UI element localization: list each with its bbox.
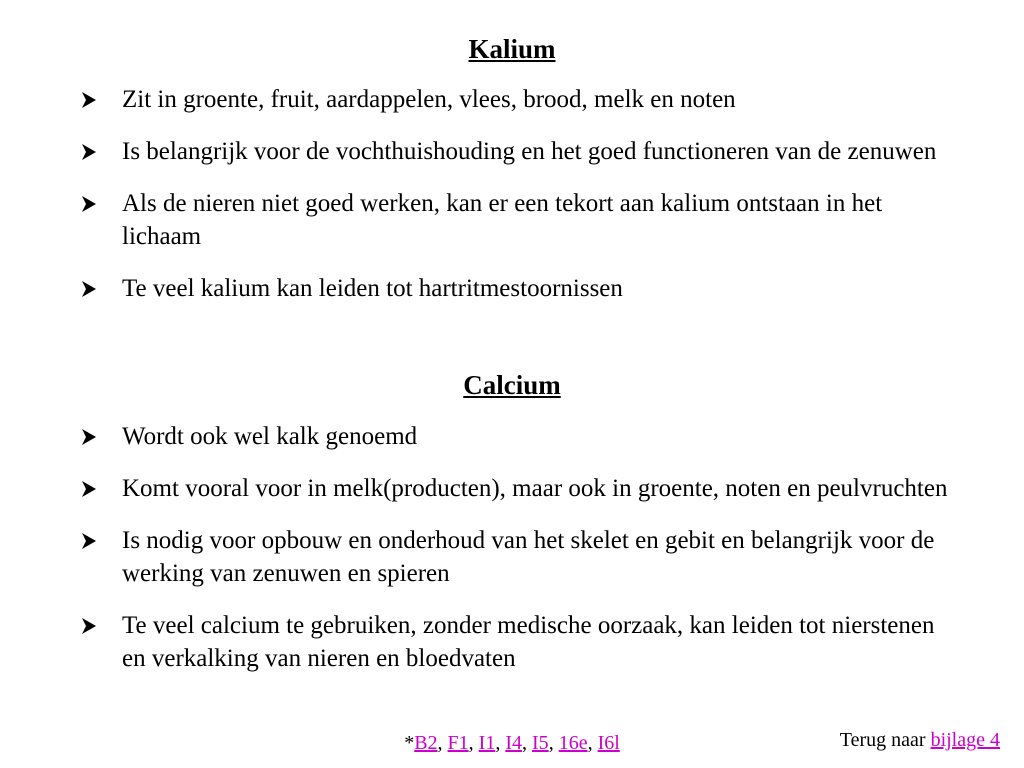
- list-item: [80, 420, 950, 453]
- arrow-bullet-icon: [80, 272, 108, 305]
- footnote-asterisk: *: [404, 732, 415, 754]
- arrow-bullet-icon: [80, 609, 108, 642]
- list-item-text: Is nodig voor opbouw en onderhoud van het skelet en gebit en belangrijk voor de werking van zenuwen en spieren: [122, 527, 935, 587]
- back-label: Terug naar: [839, 729, 926, 751]
- list-item: [80, 272, 950, 305]
- list-item-text: Is belangrijk voor de vochthuishouding en het goed functioneren van de zenuwen: [122, 138, 937, 165]
- link-i6l[interactable]: I6l: [597, 732, 620, 754]
- kalium-title: Kalium: [468, 34, 556, 64]
- arrow-bullet-icon: [80, 135, 108, 168]
- list-item: [80, 135, 950, 168]
- arrow-bullet-icon: [80, 83, 108, 116]
- link-i1[interactable]: I1: [478, 732, 496, 754]
- list-item: [80, 187, 950, 253]
- kalium-list: [80, 83, 950, 324]
- list-item-text: Komt vooral voor in melk(producten), maar ook in groente, noten en peulvruchten: [122, 475, 948, 502]
- link-separator: ,: [437, 732, 448, 754]
- link-i4[interactable]: I4: [505, 732, 523, 754]
- list-item-text: Te veel kalium kan leiden tot hartritmestoornissen: [122, 275, 623, 302]
- back-navigation: [840, 727, 1000, 753]
- list-item-text: Als de nieren niet goed werken, kan er een tekort aan kalium ontstaan in het lichaam: [122, 190, 883, 250]
- arrow-bullet-icon: [80, 524, 108, 557]
- link-i5[interactable]: I5: [532, 732, 549, 754]
- link-separator: ,: [548, 732, 559, 754]
- link-16e[interactable]: 16e: [558, 732, 588, 754]
- arrow-bullet-icon: [80, 472, 108, 505]
- link-separator: ,: [468, 732, 479, 754]
- list-item-text: Wordt ook wel kalk genoemd: [122, 423, 418, 450]
- link-b2[interactable]: B2: [414, 732, 438, 754]
- list-item: [80, 472, 950, 505]
- link-separator: ,: [587, 732, 598, 754]
- calcium-title: Calcium: [463, 370, 561, 400]
- list-item-text: Te veel calcium te gebruiken, zonder medische oorzaak, kan leiden tot nierstenen en verkalking van nieren en bloedvaten: [122, 612, 935, 672]
- arrow-bullet-icon: [80, 420, 108, 453]
- calcium-list: [80, 420, 950, 694]
- list-item-text: Zit in groente, fruit, aardappelen, vlees, brood, melk en noten: [122, 86, 736, 113]
- link-separator: ,: [522, 732, 533, 754]
- link-f1[interactable]: F1: [447, 732, 469, 754]
- back-link-bijlage-4[interactable]: bijlage 4: [930, 729, 1000, 751]
- list-item: [80, 609, 950, 675]
- list-item: [80, 83, 950, 116]
- link-separator: ,: [495, 732, 506, 754]
- arrow-bullet-icon: [80, 187, 108, 220]
- list-item: [80, 524, 950, 590]
